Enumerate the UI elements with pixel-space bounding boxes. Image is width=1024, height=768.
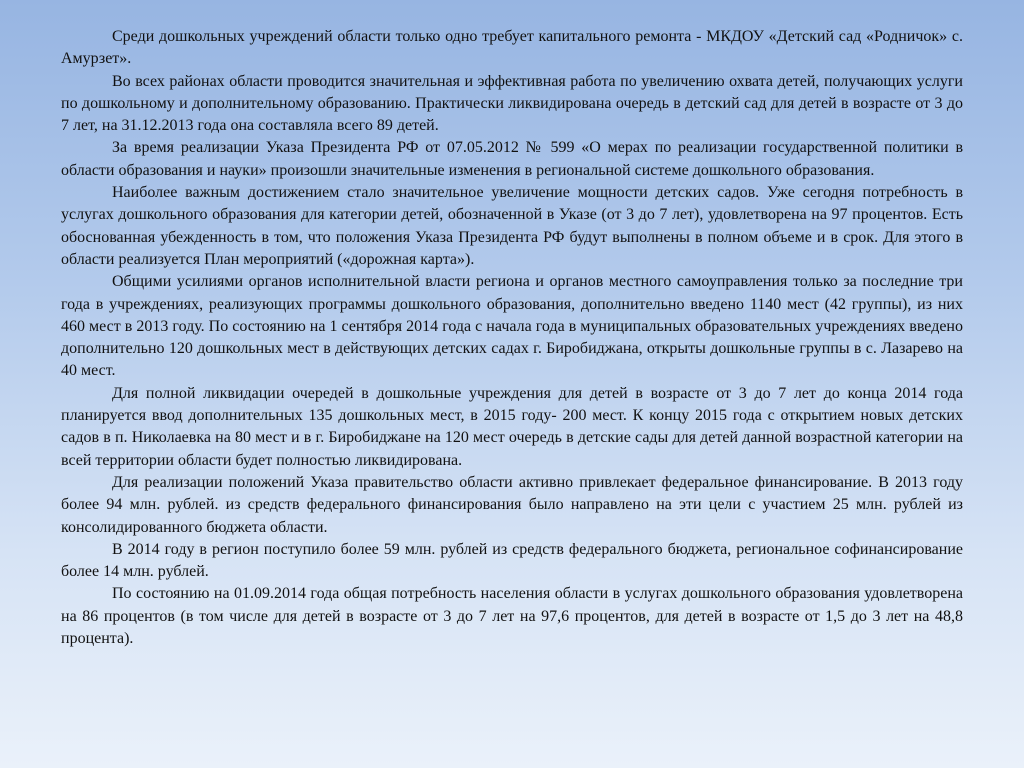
paragraph-federal-funding-2014: В 2014 году в регион поступило более 59 млн. рублей из средств федерального бюджета, региональное софинансирование более 14 млн. рублей. xyxy=(61,540,963,581)
paragraph-federal-funding-2013: Для реализации положений Указа правительство области активно привлекает федеральное финансирование. В 2013 году более 94 млн. рублей. из средств федерального финансирования было направлено на эти цели с участием 25 млн. рублей из консолидированного бюджета области. xyxy=(61,473,963,536)
paragraph-demand-status: По состоянию на 01.09.2014 года общая потребность населения области в услугах дошкольного образования удовлетворена на 86 процентов (в том числе для детей в возрасте от 3 до 7 лет на 97,6 процентов, для детей в возрасте от 1,5 до 3 лет на 48,8 процента). xyxy=(61,585,963,648)
paragraph-new-places: Общими усилиями органов исполнительной власти региона и органов местного самоуправления только за последние три года в учреждениях, реализующих программы дошкольного образования, дополнительно введено 1140 мест (42 группы), из них 460 мест в 2013 году. По состоянию на 1 сентября 2014 года с начала года в муниципальных образовательных учреждениях введено дополнительно 120 дошкольных мест в действующих детских садах г. Биробиджана, открыты дошкольные группы в с. Лазарево на 40 мест. xyxy=(61,273,963,380)
paragraph-presidential-decree: За время реализации Указа Президента РФ от 07.05.2012 № 599 «О мерах по реализации государственной политики в области образования и науки» произошли значительные изменения в региональной системе дошкольного образования. xyxy=(61,139,963,179)
paragraph-coverage-work: Во всех районах области проводится значительная и эффективная работа по увеличению охвата детей, получающих услуги по дошкольному и дополнительному образованию. Практически ликвидирована очередь в детский сад для детей в возрасте от 3 до 7 лет, на 31.12.2013 года она составляла всего 89 детей. xyxy=(61,72,963,135)
paragraph-capacity-increase: Наиболее важным достижением стало значительное увеличение мощности детских садов. Уже сегодня потребность в услугах дошкольного образования для категории детей, обозначенной в Указе (от 3 до 7 лет), удовлетворена на 97 процентов. Есть обоснованная убежденность в том, что положения Указа Президента РФ будут выполнены в полном объеме и в срок. Для этого в области реализуется План мероприятий («дорожная карта»). xyxy=(61,184,963,268)
text-block xyxy=(61,26,963,650)
paragraph-queue-elimination: Для полной ликвидации очередей в дошкольные учреждения для детей в возрасте от 3 до 7 лет до конца 2014 года планируется ввод дополнительных 135 дошкольных мест, в 2015 году- 200 мест. К концу 2015 года с открытием новых детских садов в п. Николаевка на 80 мест и в г. Биробиджане на 120 мест очередь в детские сады для детей данной возрастной категории на всей территории области будет полностью ликвидирована. xyxy=(61,384,963,469)
paragraph-capital-repair: Среди дошкольных учреждений области только одно требует капитального ремонта - МКДОУ «Детский сад «Родничок» с. Амурзет». xyxy=(61,28,963,68)
